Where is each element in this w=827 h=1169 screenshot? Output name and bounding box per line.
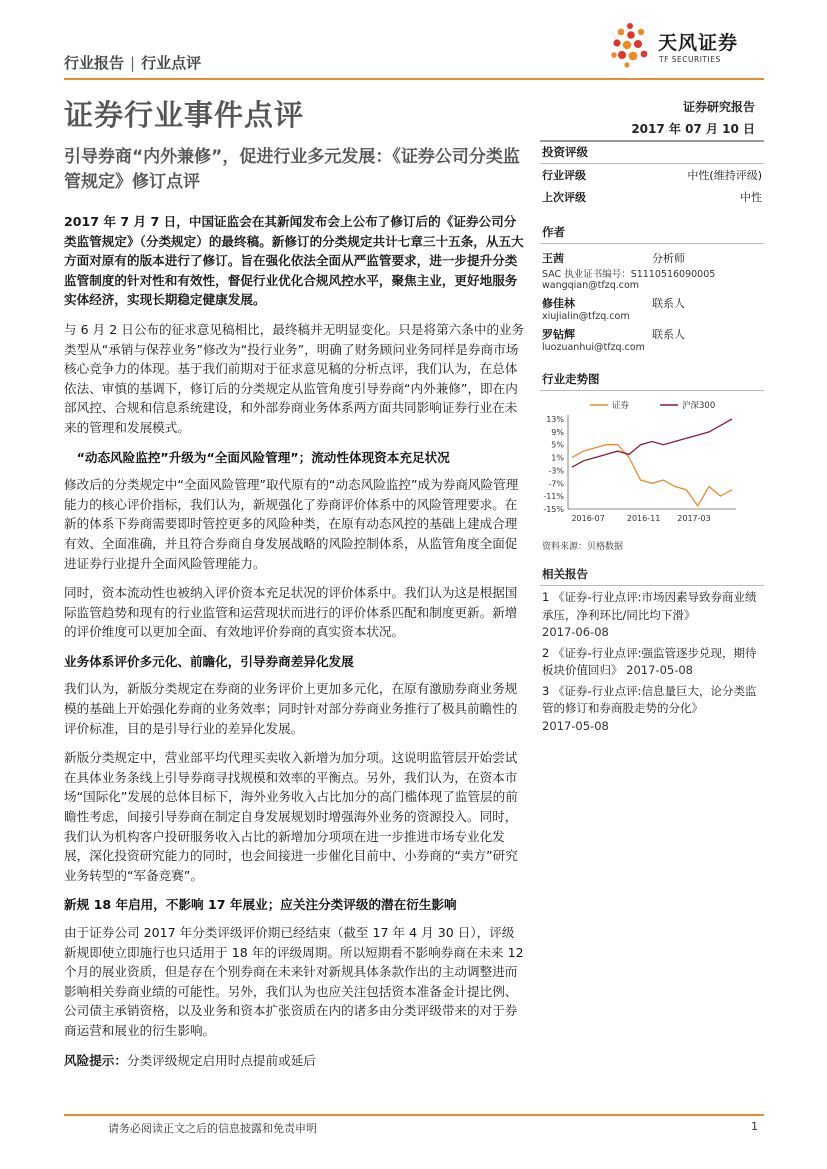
tf-securities-logo [608,22,768,72]
body-paragraph: 修改后的分类规定中“全面风险管理”取代原有的“动态风险监控”成为券商风险管理能力的核心评价指标，我们认为，新规强化了券商评价体系中的风险管理要求。在新的体系下券商需要即时管控更多的风险种类，在原有动态风控的基础上建成合理有效、全面准确，并且符合券商自身发展战略的风险控制体系，从监管角度全面促进证券行业提升全面风险管理能力。 [64,477,519,571]
related-report-title[interactable]: 2 《证券-行业点评:强监管逐步兑现，期待板块价值回归》 [542,645,757,677]
related-reports [540,586,764,735]
last-rating-row [540,186,764,208]
section-heading: 业务体系评价多元化、前瞻化，引导券商差异化发展 [64,653,354,669]
industry-rating-row [540,164,764,186]
chart-source: 资料来源：贝格数据 [542,542,624,552]
author-entry [540,250,764,291]
last-rating-value: 中性 [740,191,762,204]
summary-paragraph: 2017 年 7 月 7 日，中国证监会在其新闻发布会上公布了修订后的《证券公司分类监管规定》（分类规定）的最终稿。新修订的分类规定共计七章三十五条，从五大方面对原有的版本进行了修订。旨在强化依法全面从严监管要求，进一步提升分类监管制度的针对性和有效性，督促行业优化合规风控水平，聚焦主业，更好地服务实体经济，实现长期稳定健康发展。 [64,214,524,308]
risk-warning [64,1051,526,1071]
author-cert: SAC 执业证书编号：S1110516090005 [542,269,716,280]
x-tick-label: 2016-07 [571,514,605,523]
author-email[interactable]: wangqian@tfzq.com [542,280,640,291]
y-tick-label: 5% [551,440,564,450]
report-category [64,52,201,73]
page-title: 证券行业事件点评 [64,98,305,132]
body-paragraph: 由于证券公司 2017 年分类评级评价期已经结束（截至 17 年 4 月 30 日），评级新规即使立即施行也只适用于 18 年的评级周期。所以短期看不影响券商在未来 12 个月的展业资质，但是存在个别券商在未来针对新规具体条款作出的主动调整进而影响相关券商业绩的可能性。另外，我们认为也应关注包括资本准备金计提比例、公司债主承销资格，以及业务和资本扩张资质在内的诸多由分类评级带来的对于券商运营和展业的衍生影响。 [64,925,524,1038]
author-name: 王茜 [542,252,564,265]
series-line-hs300 [572,419,732,467]
logo-english: TF SECURITIES [659,55,721,64]
risk-label: 风险提示： [64,1052,127,1068]
legend-label: 证券 [612,401,630,411]
industry-rating-label: 行业评级 [542,169,586,182]
header-divider [64,78,764,80]
page-number: 1 [751,1120,758,1133]
main-content [64,212,526,1080]
risk-text: 分类评级规定启用时点提前或延后 [126,1052,316,1068]
category-label: 行业报告 [64,54,125,72]
related-report-item[interactable] [542,589,762,642]
report-subtitle: 引导券商“内外兼修”，促进行业多元发展：《证券公司分类监管规定》修订点评 [64,147,520,192]
author-email[interactable]: xiujialin@tfzq.com [542,311,630,322]
rating-heading: 投资评级 [540,140,764,164]
related-report-date: 2017-06-08 [542,625,609,639]
related-report-title[interactable]: 3 《证券-行业点评:信息量巨大，论分类监管的修订和券商股走势的分化》 [542,683,757,715]
footer [64,1120,764,1136]
sidebar [540,140,764,738]
y-tick-label: -7% [548,479,564,489]
related-heading: 相关报告 [540,564,764,586]
body-paragraph: 同时，资本流动性也被纳入评价资本充足状况的评价体系中。我们认为这是根据国际监管趋势和现有的行业监管和运营现状而进行的评价体系匹配和制度更新。新增的评价维度可以更加全面、有效地评价券商的真实资本状况。 [64,585,518,640]
y-tick-label: 13% [546,415,564,424]
last-rating-label: 上次评级 [542,191,586,204]
author-email[interactable]: luozuanhui@tfzq.com [542,342,645,353]
author-entry [540,326,764,353]
related-report-title[interactable]: 1 《证券-行业点评:市场因素导致券商业绩承压，净利环比/同比均下滑》 [542,590,757,622]
subcategory-label: 行业点评 [141,54,202,72]
footer-divider [64,1114,764,1116]
author-heading: 作者 [540,222,764,244]
author-role: 联系人 [652,297,685,310]
x-tick-label: 2016-11 [626,514,661,523]
section-heading: 新规 18 年启用，不影响 17 年展业；应关注分类评级的潜在衍生影响 [64,897,457,913]
trend-chart-svg [540,395,764,533]
y-tick-label: -11% [543,492,564,502]
body-paragraph: 新版分类规定中，营业部平均代理买卖收入新增为加分项。这说明监管层开始尝试在具体业务条线上引导券商寻找规模和效率的平衡点。另外，我们认为，在资本市场“国际化”发展的总体目标下，海外业务收入占比加分的高门槛体现了监管层的前瞻性考虑，间接引导券商在制定自身发展规划时增强海外业务的资源投入。同时，我们认为机构客户投研服务收入占比的新增加分项项在进一步推进市场专业化发展，深化投资研究能力的同时，也会间接进一步催化目前中、小券商的“卖方”研究业务转型的“军备竞赛”。 [64,750,518,883]
category-separator: | [130,54,136,72]
logo-name: 天风证券 [658,32,739,54]
trend-heading: 行业走势图 [540,369,764,391]
author-name: 罗钻辉 [542,328,575,341]
y-tick-label: 1% [551,453,564,463]
x-tick-label: 2017-03 [677,514,711,523]
body-paragraph: 与 6 月 2 日公布的征求意见稿相比，最终稿并无明显变化。只是将第六条中的业务类型从“承销与保荐业务”修改为“投行业务”，明确了财务顾问业务同样是券商市场核心竞争力的体现。基于我们前期对于征求意见稿的分析点评，我们认为，在总体依法、审慎的基调下，修订后的分类规定从监管角度引导券商“内外兼修”，即在内部风控、合规和信息系统建设，和外部券商业务体系两方面共同影响证券行业在未来的管理和发展模式。 [64,321,525,435]
author-entry [540,295,764,322]
author-role: 联系人 [652,328,685,341]
author-name: 修佳林 [542,297,575,310]
body-paragraph: 我们认为，新版分类规定在券商的业务评价上更加多元化，在原有激励券商业务规模的基础上开始强化券商的业务效率；同时针对部分券商业务推行了极具前瞻性的评价标准，目的是引导行业的差异化发展。 [64,681,518,736]
logo-dots-icon [608,22,654,68]
y-tick-label: -15% [543,505,564,514]
related-report-item[interactable] [542,645,762,680]
series-line-securities [572,445,732,506]
report-date: 2017 年 07 月 10 日 [631,122,755,136]
related-report-item[interactable] [542,683,762,736]
footer-disclaimer: 请务必阅读正文之后的信息披露和免责申明 [108,1122,317,1135]
section-heading: “动态风险监控”升级为“全面风险管理”；流动性体现资本充足状况 [76,449,450,465]
related-report-date: 2017-05-08 [542,718,609,733]
y-tick-label: -3% [548,466,564,476]
report-kind: 证券研究报告 [682,100,755,114]
related-report-date: 2017-05-08 [626,663,693,677]
trend-chart [540,395,764,533]
author-role: 分析师 [652,252,685,265]
legend-label: 沪深300 [682,401,716,411]
industry-rating-value: 中性(维持评级) [687,169,762,182]
y-tick-label: 9% [551,427,564,437]
